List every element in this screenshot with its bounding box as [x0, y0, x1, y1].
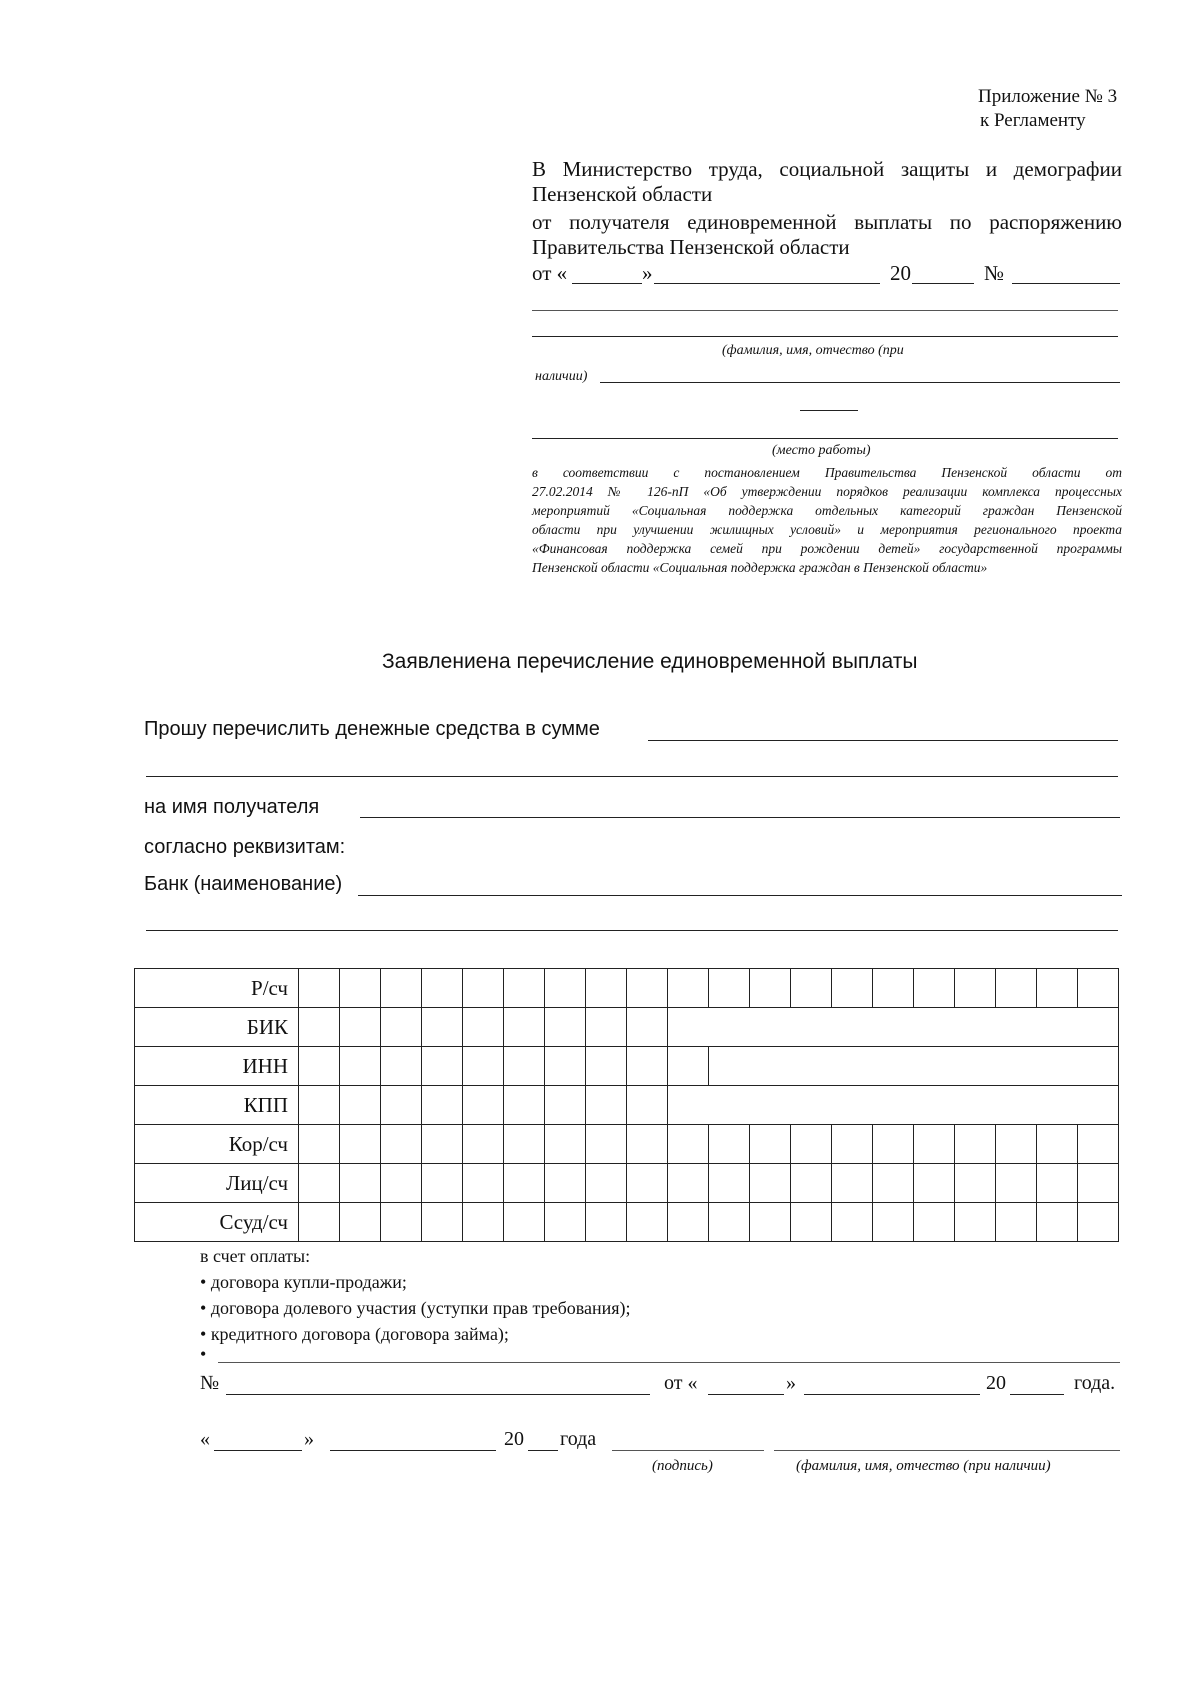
digit-cell[interactable] — [627, 969, 668, 1008]
order-number-field[interactable] — [1012, 283, 1120, 284]
recipient-name-line-1[interactable] — [532, 310, 1118, 311]
digit-cell[interactable] — [545, 1008, 586, 1047]
digit-cell[interactable] — [873, 1125, 914, 1164]
table-row-personal-account — [135, 1164, 1119, 1203]
signer-name-caption: (фамилия, имя, отчество (при наличии) — [796, 1458, 1051, 1474]
digit-cell[interactable] — [299, 1008, 340, 1047]
annex-number: Приложение № 3 — [978, 86, 1118, 107]
table-row-kpp — [135, 1086, 1119, 1125]
digit-cell[interactable] — [873, 1164, 914, 1203]
sum-words-field[interactable] — [146, 776, 1118, 777]
order-year-field[interactable] — [912, 283, 974, 284]
signature-field[interactable] — [612, 1450, 764, 1451]
bank-label: Банк (наименование) — [144, 873, 343, 895]
annex-regulation: к Регламенту — [980, 110, 1086, 131]
recipient-name-line-2[interactable] — [532, 336, 1118, 337]
digit-cell[interactable] — [340, 1125, 381, 1164]
digit-cell[interactable] — [750, 969, 791, 1008]
payment-intro: в счет оплаты: — [200, 1246, 311, 1266]
signature-year-field[interactable] — [528, 1450, 558, 1451]
digit-cell[interactable] — [791, 1203, 832, 1242]
digit-cell[interactable] — [463, 1008, 504, 1047]
order-number-sign: № — [984, 261, 1005, 285]
sum-field[interactable] — [648, 740, 1118, 741]
bullet-icon: • — [200, 1324, 207, 1344]
recipient-label: на имя получателя — [144, 796, 320, 818]
digit-cell[interactable] — [1078, 969, 1119, 1008]
digit-cell[interactable] — [463, 1125, 504, 1164]
contract-year-prefix: 20 — [986, 1372, 1006, 1394]
digit-cell[interactable] — [955, 1203, 996, 1242]
digit-cell[interactable] — [504, 1047, 545, 1086]
table-row-account — [135, 969, 1119, 1008]
digit-cell[interactable] — [422, 1008, 463, 1047]
bank-name-field-2[interactable] — [146, 930, 1118, 931]
row-label-corr-account: Кор/сч — [135, 1125, 299, 1164]
digit-cell[interactable] — [1037, 1125, 1078, 1164]
payment-option-label: договора долевого участия (уступки прав требования); — [210, 1298, 631, 1318]
digit-cell[interactable] — [873, 1203, 914, 1242]
digit-cell[interactable] — [545, 969, 586, 1008]
digit-cell[interactable] — [914, 1125, 955, 1164]
digit-cell[interactable] — [586, 1047, 627, 1086]
digit-cell[interactable] — [463, 1086, 504, 1125]
addressee-line-1: В Министерство труда, социальной защиты и демографии — [532, 157, 1122, 181]
signature-year-suffix: года — [560, 1428, 597, 1450]
digit-cell[interactable] — [709, 1203, 750, 1242]
digit-cell[interactable] — [709, 1125, 750, 1164]
digit-cell[interactable] — [381, 1203, 422, 1242]
digit-cell[interactable] — [791, 1125, 832, 1164]
digit-cell[interactable] — [750, 1125, 791, 1164]
digit-cell[interactable] — [586, 1125, 627, 1164]
table-row-loan-account — [135, 1203, 1119, 1242]
digit-cell[interactable] — [955, 969, 996, 1008]
payment-option-shared[interactable] — [200, 1298, 631, 1319]
digit-cell[interactable] — [791, 1164, 832, 1203]
table-row-bik — [135, 1008, 1119, 1047]
payment-option-credit[interactable] — [200, 1324, 509, 1345]
digit-cell[interactable] — [832, 1125, 873, 1164]
digit-cell[interactable] — [422, 1047, 463, 1086]
digit-cell[interactable] — [996, 1164, 1037, 1203]
digit-cell[interactable] — [586, 1008, 627, 1047]
digit-cell[interactable] — [1078, 1164, 1119, 1203]
digit-cell[interactable] — [422, 1125, 463, 1164]
contract-date-quote-close: » — [786, 1372, 796, 1394]
digit-cell[interactable] — [545, 1125, 586, 1164]
contract-number-field[interactable] — [226, 1394, 650, 1395]
payment-option-other-bullet: • — [200, 1344, 207, 1364]
digit-cell[interactable] — [463, 1047, 504, 1086]
digit-cell[interactable] — [1037, 1203, 1078, 1242]
digit-cell[interactable] — [586, 969, 627, 1008]
digit-cell[interactable] — [381, 1086, 422, 1125]
signature-caption: (подпись) — [652, 1458, 713, 1474]
digit-cell[interactable] — [422, 1203, 463, 1242]
digit-cell[interactable] — [504, 969, 545, 1008]
empty-span-cell — [709, 1047, 1119, 1086]
digit-cell[interactable] — [463, 1203, 504, 1242]
digit-cell[interactable] — [668, 1047, 709, 1086]
row-label-loan-account: Ссуд/сч — [135, 1203, 299, 1242]
digit-cell[interactable] — [627, 1125, 668, 1164]
digit-cell[interactable] — [914, 969, 955, 1008]
order-year-prefix: 20 — [890, 261, 911, 285]
signer-name-field[interactable] — [774, 1450, 1120, 1451]
digit-cell[interactable] — [750, 1164, 791, 1203]
bank-name-field[interactable] — [358, 895, 1122, 896]
signature-quote-close: » — [304, 1428, 314, 1450]
signature-quote-open: « — [200, 1428, 210, 1450]
digit-cell[interactable] — [914, 1203, 955, 1242]
decree-line-2: 27.02.2014 № 126-пП «Об утверждении порядков реализации комплекса процессных — [532, 484, 1122, 499]
empty-span-cell — [668, 1008, 1119, 1047]
digit-cell[interactable] — [1078, 1125, 1119, 1164]
digit-cell[interactable] — [627, 1164, 668, 1203]
digit-cell[interactable] — [586, 1086, 627, 1125]
digit-cell[interactable] — [955, 1164, 996, 1203]
digit-cell[interactable] — [422, 1086, 463, 1125]
table-row-corr-account — [135, 1125, 1119, 1164]
digit-cell[interactable] — [299, 1086, 340, 1125]
order-month-field[interactable] — [654, 283, 880, 284]
digit-cell[interactable] — [627, 1086, 668, 1125]
signature-year-prefix: 20 — [504, 1428, 524, 1450]
digit-cell[interactable] — [299, 1047, 340, 1086]
digit-cell[interactable] — [340, 969, 381, 1008]
row-label-inn: ИНН — [135, 1047, 299, 1086]
digit-cell[interactable] — [996, 1125, 1037, 1164]
bullet-icon: • — [200, 1298, 207, 1318]
digit-cell[interactable] — [463, 969, 504, 1008]
workplace-line[interactable] — [532, 438, 1118, 439]
contract-day-field[interactable] — [708, 1394, 784, 1395]
digit-cell[interactable] — [504, 1008, 545, 1047]
payment-option-purchase[interactable] — [200, 1272, 407, 1293]
sender-line-1: от получателя единовременной выплаты по распоряжению — [532, 210, 1122, 234]
digit-cell[interactable] — [996, 1203, 1037, 1242]
digit-cell[interactable] — [627, 1203, 668, 1242]
digit-cell[interactable] — [832, 1164, 873, 1203]
contract-month-field[interactable] — [804, 1394, 980, 1395]
digit-cell[interactable] — [709, 1164, 750, 1203]
digit-cell[interactable] — [340, 1008, 381, 1047]
digit-cell[interactable] — [340, 1047, 381, 1086]
digit-cell[interactable] — [545, 1086, 586, 1125]
digit-cell[interactable] — [381, 1125, 422, 1164]
signature-day-field[interactable] — [214, 1450, 302, 1451]
digit-cell[interactable] — [422, 1164, 463, 1203]
digit-cell[interactable] — [996, 969, 1037, 1008]
digit-cell[interactable] — [381, 969, 422, 1008]
digit-cell[interactable] — [586, 1164, 627, 1203]
digit-cell[interactable] — [832, 1203, 873, 1242]
order-date-prefix: от « — [532, 261, 568, 285]
digit-cell[interactable] — [832, 969, 873, 1008]
digit-cell[interactable] — [504, 1125, 545, 1164]
row-label-bik: БИК — [135, 1008, 299, 1047]
workplace-caption: (место работы) — [772, 443, 871, 458]
recipient-name-line-3[interactable] — [600, 382, 1120, 383]
decree-line-4: области при улучшении жилищных условий» и мероприятия регионального проекта — [532, 522, 1122, 537]
digit-cell[interactable] — [873, 969, 914, 1008]
requisites-table — [134, 968, 1119, 1242]
digit-cell[interactable] — [668, 1203, 709, 1242]
digit-cell[interactable] — [1037, 1164, 1078, 1203]
payment-option-other-field[interactable] — [218, 1362, 1120, 1363]
digit-cell[interactable] — [1037, 969, 1078, 1008]
order-day-field[interactable] — [572, 283, 642, 284]
digit-cell[interactable] — [422, 969, 463, 1008]
sender-line-2: Правительства Пензенской области — [532, 235, 850, 259]
digit-cell[interactable] — [504, 1203, 545, 1242]
digit-cell[interactable] — [545, 1164, 586, 1203]
contract-date-prefix: от « — [664, 1372, 698, 1394]
contract-year-suffix: года. — [1074, 1372, 1116, 1394]
digit-cell[interactable] — [668, 1164, 709, 1203]
payment-option-label: кредитного договора (договора займа); — [210, 1324, 509, 1344]
digit-cell[interactable] — [381, 1008, 422, 1047]
digit-cell[interactable] — [340, 1164, 381, 1203]
digit-cell[interactable] — [463, 1164, 504, 1203]
digit-cell[interactable] — [750, 1203, 791, 1242]
digit-cell[interactable] — [299, 1203, 340, 1242]
sum-label: Прошу перечислить денежные средства в сумме — [144, 718, 600, 740]
digit-cell[interactable] — [627, 1008, 668, 1047]
payment-option-label: договора купли-продажи; — [210, 1272, 407, 1292]
decree-line-3: мероприятий «Социальная поддержка отдельных категорий граждан Пензенской — [532, 503, 1122, 518]
digit-cell[interactable] — [668, 1125, 709, 1164]
digit-cell[interactable] — [299, 1125, 340, 1164]
bullet-icon: • — [200, 1272, 207, 1292]
digit-cell[interactable] — [545, 1047, 586, 1086]
decree-line-1: в соответствии с постановлением Правительства Пензенской области от — [532, 465, 1122, 480]
contract-year-field[interactable] — [1010, 1394, 1064, 1395]
digit-cell[interactable] — [299, 1164, 340, 1203]
digit-cell[interactable] — [340, 1203, 381, 1242]
digit-cell[interactable] — [340, 1086, 381, 1125]
digit-cell[interactable] — [791, 969, 832, 1008]
digit-cell[interactable] — [627, 1047, 668, 1086]
order-date-quote-close: » — [642, 261, 653, 285]
addressee-line-2: Пензенской области — [532, 182, 713, 206]
table-row-inn — [135, 1047, 1119, 1086]
decree-line-5: «Финансовая поддержка семей при рождении детей» государственной программы — [532, 541, 1122, 556]
digit-cell[interactable] — [914, 1164, 955, 1203]
fio-caption-line-1: (фамилия, имя, отчество (при — [722, 343, 904, 358]
digit-cell[interactable] — [381, 1047, 422, 1086]
digit-cell[interactable] — [1078, 1203, 1119, 1242]
digit-cell[interactable] — [545, 1203, 586, 1242]
row-label-account: Р/сч — [135, 969, 299, 1008]
digit-cell[interactable] — [709, 969, 750, 1008]
signature-month-field[interactable] — [330, 1450, 496, 1451]
digit-cell[interactable] — [299, 969, 340, 1008]
details-label: согласно реквизитам: — [144, 836, 346, 858]
row-label-kpp: КПП — [135, 1086, 299, 1125]
fio-caption-line-2: наличии) — [535, 369, 588, 384]
empty-span-cell — [668, 1086, 1119, 1125]
digit-cell[interactable] — [668, 969, 709, 1008]
digit-cell[interactable] — [586, 1203, 627, 1242]
decree-line-6: Пензенской области «Социальная поддержка граждан в Пензенской области» — [532, 560, 988, 575]
short-separator-line — [800, 410, 858, 411]
digit-cell[interactable] — [504, 1086, 545, 1125]
digit-cell[interactable] — [381, 1164, 422, 1203]
recipient-field[interactable] — [360, 817, 1120, 818]
digit-cell[interactable] — [955, 1125, 996, 1164]
document-title: Заявлениена перечисление единовременной выплаты — [382, 650, 918, 673]
row-label-personal-account: Лиц/сч — [135, 1164, 299, 1203]
digit-cell[interactable] — [504, 1164, 545, 1203]
contract-number-sign: № — [200, 1372, 220, 1394]
